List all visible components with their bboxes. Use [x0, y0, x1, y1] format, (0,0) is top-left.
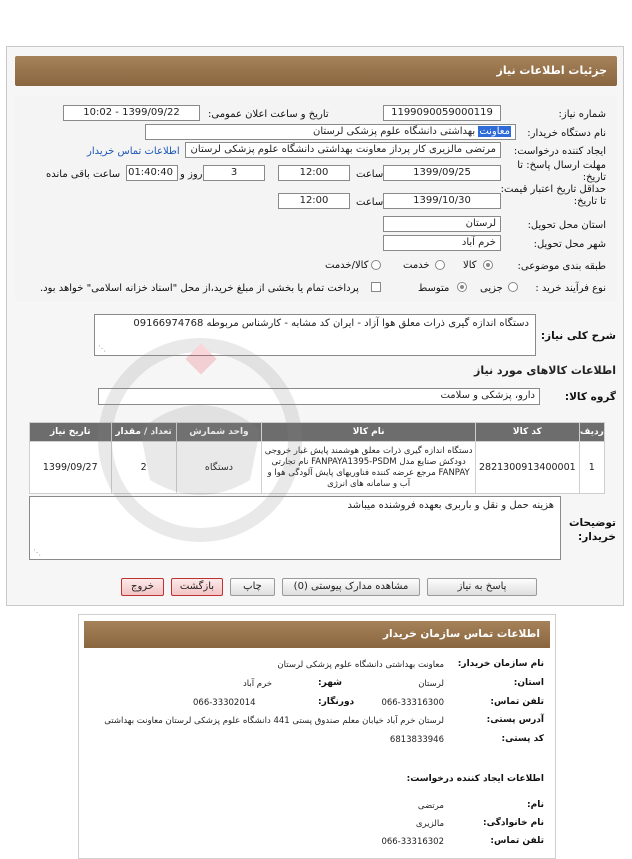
- cell-date: 1399/09/27: [30, 442, 112, 494]
- category-goods-label: کالا: [463, 260, 477, 271]
- print-button[interactable]: چاپ: [230, 578, 275, 596]
- buyer-field[interactable]: [145, 124, 516, 140]
- city-field[interactable]: خرم آباد: [383, 235, 501, 251]
- page-header: [15, 56, 617, 86]
- summary-label: شرح کلی نیاز:: [540, 330, 616, 342]
- province-label: استان محل تحویل:: [527, 220, 606, 231]
- category-goods-service-radio[interactable]: [371, 260, 381, 270]
- contact-address-value: لرستان خرم آباد خیابان معلم صندوق پستی 441 دانشگاه علوم پزشکی لرستان معاونت بهداشتی: [104, 716, 444, 726]
- contact-fax-label: دورنگار:: [318, 697, 355, 707]
- resize-grip-icon: ⋰: [98, 344, 106, 353]
- validity-time-field[interactable]: 12:00: [278, 193, 350, 209]
- validity-time-label: ساعت: [356, 197, 384, 208]
- remaining-label: ساعت باقی مانده: [46, 169, 121, 180]
- col-row: ردیف: [579, 423, 604, 442]
- contact-fax-value: 066-33302014: [193, 698, 256, 708]
- category-service-radio[interactable]: [435, 260, 445, 270]
- contact-family-value: مالزیری: [415, 819, 444, 829]
- announce-label: تاریخ و ساعت اعلان عمومی:: [208, 109, 329, 120]
- need-number-field[interactable]: 1199090059000119: [383, 105, 501, 121]
- creator-field[interactable]: مرتضی مالزیری کار پرداز معاونت بهداشتی دانشگاه علوم پزشکی لرستان: [185, 142, 501, 158]
- contact-info-link[interactable]: اطلاعات تماس خریدار: [87, 146, 180, 157]
- city-label: شهر محل تحویل:: [533, 239, 606, 250]
- days-label: روز و: [180, 169, 203, 180]
- col-unit: واحد شمارش: [176, 423, 262, 442]
- notes-text: هزینه حمل و نقل و باربری بعهده فروشنده میباشد: [347, 500, 554, 511]
- contact-family-label: نام خانوادگی:: [482, 818, 544, 828]
- col-name: نام کالا: [262, 423, 476, 442]
- category-label: طبقه بندی موضوعی:: [517, 261, 606, 272]
- contact-postal-label: کد پستی:: [501, 734, 544, 744]
- cell-code: 2821300913400001: [476, 442, 580, 494]
- announce-field[interactable]: 1399/09/22 - 10:02: [63, 105, 200, 121]
- contact-org-label: نام سازمان خریدار:: [457, 659, 544, 669]
- deadline-time-label: ساعت: [356, 169, 384, 180]
- contact-phone-value: 066-33316300: [381, 698, 444, 708]
- process-label: نوع فرآیند خرید :: [535, 283, 606, 294]
- reply-button[interactable]: پاسخ به نیاز: [427, 578, 537, 596]
- cell-name: دستگاه اندازه گیری ذرات معلق هوشمند پایش غبار خروجی دودکش صنایع مدل FANPAYA1395-PSDM نام تجارتی FANPAY مرجع عرضه کننده فناوریهای پایش آلودگی هوا و آب و سامانه های انرژی: [262, 442, 476, 494]
- goods-group-label: گروه کالا:: [564, 391, 616, 403]
- cell-unit: دستگاه: [176, 442, 262, 494]
- buyer-highlight: معاونت: [479, 126, 510, 137]
- table-row[interactable]: [30, 442, 605, 494]
- goods-section-title: اطلاعات کالاهای مورد نیاز: [474, 364, 616, 377]
- buyer-rest: بهداشتی دانشگاه علوم پزشکی لرستان: [313, 126, 479, 137]
- summary-textarea[interactable]: [94, 314, 536, 356]
- province-field[interactable]: لرستان: [383, 216, 501, 232]
- contact-creator-title: اطلاعات ایجاد کننده درخواست:: [406, 774, 544, 784]
- contact-phone-label: تلفن تماس:: [490, 697, 544, 707]
- summary-text: دستگاه اندازه گیری ذرات معلق هوا آزاد - ایران کد مشابه - کارشناس مربوطه 09166974768: [133, 318, 529, 329]
- process-partial-label: جزیی: [480, 283, 503, 294]
- contact-postal-value: 6813833946: [389, 735, 444, 745]
- exit-button[interactable]: خروج: [121, 578, 164, 596]
- remaining-time-field[interactable]: 01:40:40: [126, 165, 178, 181]
- attachments-button[interactable]: مشاهده مدارک پیوستی (0): [282, 578, 420, 596]
- payment-note: پرداخت تمام یا بخشی از مبلغ خرید،از محل "اسناد خزانه اسلامی" خواهد بود.: [40, 283, 359, 294]
- deadline-date-field[interactable]: 1399/09/25: [383, 165, 501, 181]
- contact-header: [84, 621, 550, 648]
- resize-grip-icon: ⋰: [33, 548, 41, 557]
- col-qty: تعداد / مقدار: [111, 423, 176, 442]
- contact-province-label: استان:: [513, 678, 544, 688]
- goods-group-field[interactable]: دارو، پزشکی و سلامت: [98, 388, 540, 405]
- page-title: جزئیات اطلاعات نیاز: [496, 64, 607, 77]
- cell-qty: 2: [111, 442, 176, 494]
- notes-label: توضیحات خریدار:: [568, 517, 616, 543]
- deadline-label: مهلت ارسال پاسخ: تا تاریخ:: [517, 160, 606, 183]
- validity-label: حداقل تاریخ اعتبار قیمت: تا تاریخ:: [500, 184, 606, 207]
- category-service-label: خدمت: [403, 260, 430, 271]
- contact-city-value: خرم آباد: [243, 679, 273, 689]
- process-partial-radio[interactable]: [508, 282, 518, 292]
- contact-cphone-value: 066-33316302: [381, 837, 444, 847]
- payment-checkbox[interactable]: [371, 282, 381, 292]
- contact-name-value: مرتضی: [417, 801, 444, 811]
- goods-table-header: [30, 423, 605, 442]
- validity-date-field[interactable]: 1399/10/30: [383, 193, 501, 209]
- contact-province-value: لرستان: [418, 679, 444, 689]
- buyer-label: نام دستگاه خریدار:: [527, 128, 606, 139]
- deadline-time-field[interactable]: 12:00: [278, 165, 350, 181]
- category-goods-radio[interactable]: [483, 260, 493, 270]
- process-medium-label: متوسط: [418, 283, 450, 294]
- notes-textarea[interactable]: [29, 496, 561, 560]
- need-number-label: شماره نیاز:: [558, 109, 606, 120]
- days-field[interactable]: 3: [203, 165, 265, 181]
- goods-table: [29, 422, 605, 494]
- col-code: کد کالا: [476, 423, 580, 442]
- contact-city-label: شهر:: [318, 678, 342, 688]
- creator-label: ایجاد کننده درخواست:: [513, 146, 606, 157]
- contact-cphone-label: تلفن تماس:: [490, 836, 544, 846]
- contact-org-value: معاونت بهداشتی دانشگاه علوم پزشکی لرستان: [277, 660, 444, 670]
- category-goods-service-label: کالا/خدمت: [325, 260, 369, 271]
- contact-title: اطلاعات تماس سازمان خریدار: [383, 628, 540, 640]
- contact-name-label: نام:: [527, 800, 544, 810]
- process-medium-radio[interactable]: [457, 282, 467, 292]
- col-date: تاریخ نیاز: [30, 423, 112, 442]
- contact-address-label: آدرس پستی:: [486, 715, 544, 725]
- cell-row: 1: [579, 442, 604, 494]
- back-button[interactable]: بازگشت: [171, 578, 223, 596]
